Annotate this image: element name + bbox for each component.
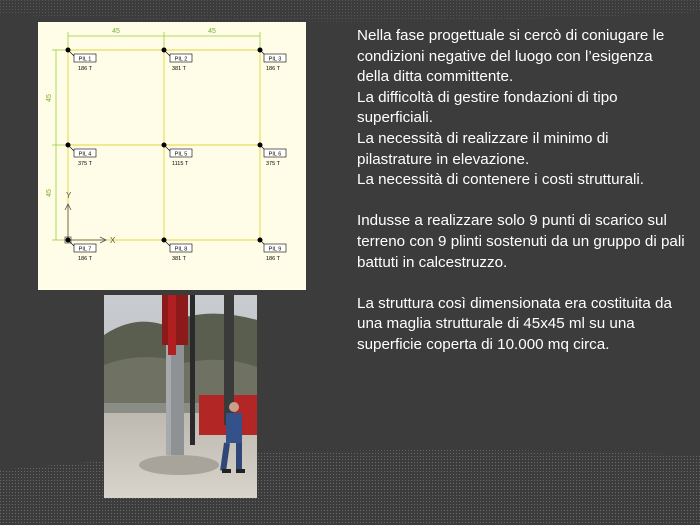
pillar-3-name: PIL 3 [268, 56, 282, 63]
structural-plan [38, 22, 306, 290]
dim-top-left: 45 [112, 28, 120, 35]
pillar-3-load: 186 T [266, 66, 280, 72]
ucs-axis-icon [65, 204, 106, 243]
paragraph-6: La struttura così dimensionata era costituita da una maglia strutturale di 45x45 ml su una superficie coperta di 10.000 mq circa. [357, 294, 672, 353]
pillar-1 [66, 48, 97, 73]
pillar-4 [66, 143, 97, 168]
dim-left-upper: 45 [46, 94, 53, 102]
pillar-4-name: PIL 4 [78, 151, 92, 158]
pile-driving-photo [104, 295, 257, 498]
pillar-5-load: 1115 T [172, 161, 189, 167]
pillar-9-name: PIL 9 [268, 246, 282, 253]
slide-text [357, 26, 687, 356]
pillar-6 [258, 143, 287, 168]
pillar-5-name: PIL 5 [174, 151, 188, 158]
axis-x-label: X [110, 236, 116, 245]
paragraph-gap [357, 273, 687, 294]
pillar-3 [258, 48, 287, 73]
pillar-2-load: 381 T [172, 66, 186, 72]
pillar-5 [162, 143, 193, 168]
pillar-7-load: 186 T [78, 256, 92, 262]
pillar-6-name: PIL 6 [268, 151, 282, 158]
pillar-2-name: PIL 2 [174, 56, 188, 63]
pillar-8 [162, 238, 193, 263]
pillar-9 [258, 238, 287, 263]
paragraph-2: La difficoltà di gestire fondazioni di tipo superficiali. [357, 88, 618, 127]
dim-left-lower: 45 [46, 189, 53, 197]
pillar-7-name: PIL 7 [78, 246, 92, 253]
paragraph-gap [357, 191, 687, 212]
paragraph-1: Nella fase progettuale si cercò di coniugare le condizioni negative del luogo con l’esigenza della ditta committente. [357, 27, 665, 86]
pillar-2 [162, 48, 193, 73]
pillar-8-load: 381 T [172, 256, 186, 262]
pillar-9-load: 186 T [266, 256, 280, 262]
pillar-1-load: 186 T [78, 66, 92, 72]
plan-drawing [38, 22, 306, 290]
paragraph-3: La necessità di realizzare il minimo di pilastrature in elevazione. [357, 129, 609, 168]
pillar-1-name: PIL 1 [78, 56, 92, 63]
dimension-lines [52, 32, 260, 240]
pillar-7 [66, 238, 97, 263]
pillar-6-load: 375 T [266, 161, 280, 167]
axis-y-label: Y [66, 191, 72, 200]
dim-top-right: 45 [208, 28, 216, 35]
pillar-8-name: PIL 8 [174, 246, 188, 253]
paragraph-5: Indusse a realizzare solo 9 punti di scarico sul terreno con 9 plinti sostenuti da un gruppo di pali battuti in calcestruzzo. [357, 212, 685, 271]
paragraph-4: La necessità di contenere i costi strutturali. [357, 171, 645, 189]
pillar-4-load: 375 T [78, 161, 92, 167]
